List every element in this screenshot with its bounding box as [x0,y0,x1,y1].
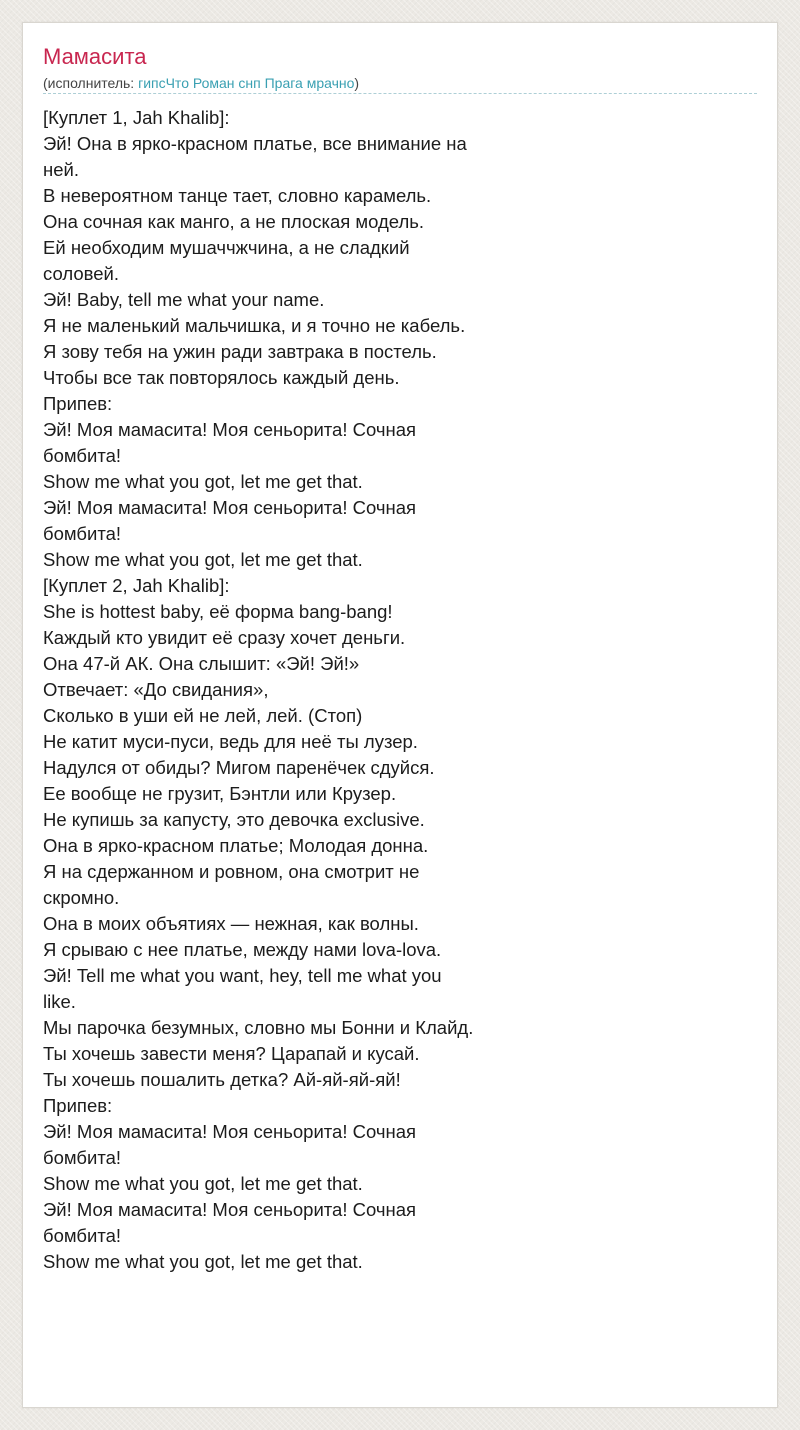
lyric-line: В невероятном танце тает, словно карамель. [43,185,432,206]
lyric-line: She is hottest baby, её форма bang-bang! [43,601,393,622]
lyric-line: Эй! Tell me what you want, hey, tell me what you like. [43,965,442,1012]
lyric-line: Я не маленький мальчишка, и я точно не кабель. [43,315,466,336]
lyric-line: Я срываю с нее платье, между нами lova-lova. [43,939,442,960]
lyric-line: Я зову тебя на ужин ради завтрака в постель. [43,341,437,362]
lyric-line: Отвечает: «До свидания», [43,679,269,700]
lyric-line: Она 47-й АК. Она слышит: «Эй! Эй!» [43,653,360,674]
lyric-line: Каждый кто увидит её сразу хочет деньги. [43,627,406,648]
lyric-line: Show me what you got, let me get that. [43,549,363,570]
song-title: Мамасита [43,44,147,69]
lyric-line: Ты хочешь пошалить детка? Ай-яй-яй-яй! [43,1069,401,1090]
lyric-line: Не катит муси-пуси, ведь для неё ты лузер. [43,731,418,752]
lyric-line: Эй! Моя мамасита! Моя сеньорита! Сочная бомбита! [43,419,417,466]
lyric-line: Show me what you got, let me get that. [43,471,363,492]
lyric-line: Эй! Baby, tell me what your name. [43,289,325,310]
lyric-line: Надулся от обиды? Мигом паренёчек сдуйся. [43,757,435,778]
lyric-line: Она в моих объятиях — нежная, как волны. [43,913,419,934]
artist-line [43,73,359,93]
artist-prefix: (исполнитель: [43,75,139,91]
lyric-line: [Куплет 1, Jah Khalib]: [43,107,230,128]
lyrics-text [43,105,475,1275]
lyric-line: Show me what you got, let me get that. [43,1251,363,1272]
lyric-line: Она сочная как манго, а не плоская модель. [43,211,425,232]
lyric-line: Эй! Моя мамасита! Моя сеньорита! Сочная бомбита! [43,497,417,544]
lyric-line: Show me what you got, let me get that. [43,1173,363,1194]
lyrics-card [22,22,778,1408]
artist-link[interactable]: гипсЧто Роман снп Прага мрачно [138,75,355,91]
lyric-line: Эй! Моя мамасита! Моя сеньорита! Сочная бомбита! [43,1121,417,1168]
lyric-line: Чтобы все так повторялось каждый день. [43,367,400,388]
lyric-line: Ты хочешь завести меня? Царапай и кусай. [43,1043,420,1064]
lyric-line: Ей необходим мушаччжчина, а не сладкий соловей. [43,237,410,284]
artist-suffix: ) [354,75,360,91]
lyric-line: Эй! Моя мамасита! Моя сеньорита! Сочная бомбита! [43,1199,417,1246]
lyric-line: Сколько в уши ей не лей, лей. (Стоп) [43,705,363,726]
lyric-line: Припев: [43,393,113,414]
lyric-line: Я на сдержанном и ровном, она смотрит не скромно. [43,861,420,908]
lyric-line: Эй! Она в ярко-красном платье, все внимание на ней. [43,133,467,180]
lyric-line: [Куплет 2, Jah Khalib]: [43,575,230,596]
lyric-line: Мы парочка безумных, словно мы Бонни и Клайд. [43,1017,474,1038]
lyric-line: Она в ярко-красном платье; Молодая донна. [43,835,429,856]
lyric-line: Припев: [43,1095,113,1116]
lyric-line: Не купишь за капусту, это девочка exclusive. [43,809,425,830]
title-divider [43,93,757,94]
lyric-line: Ее вообще не грузит, Бэнтли или Крузер. [43,783,397,804]
